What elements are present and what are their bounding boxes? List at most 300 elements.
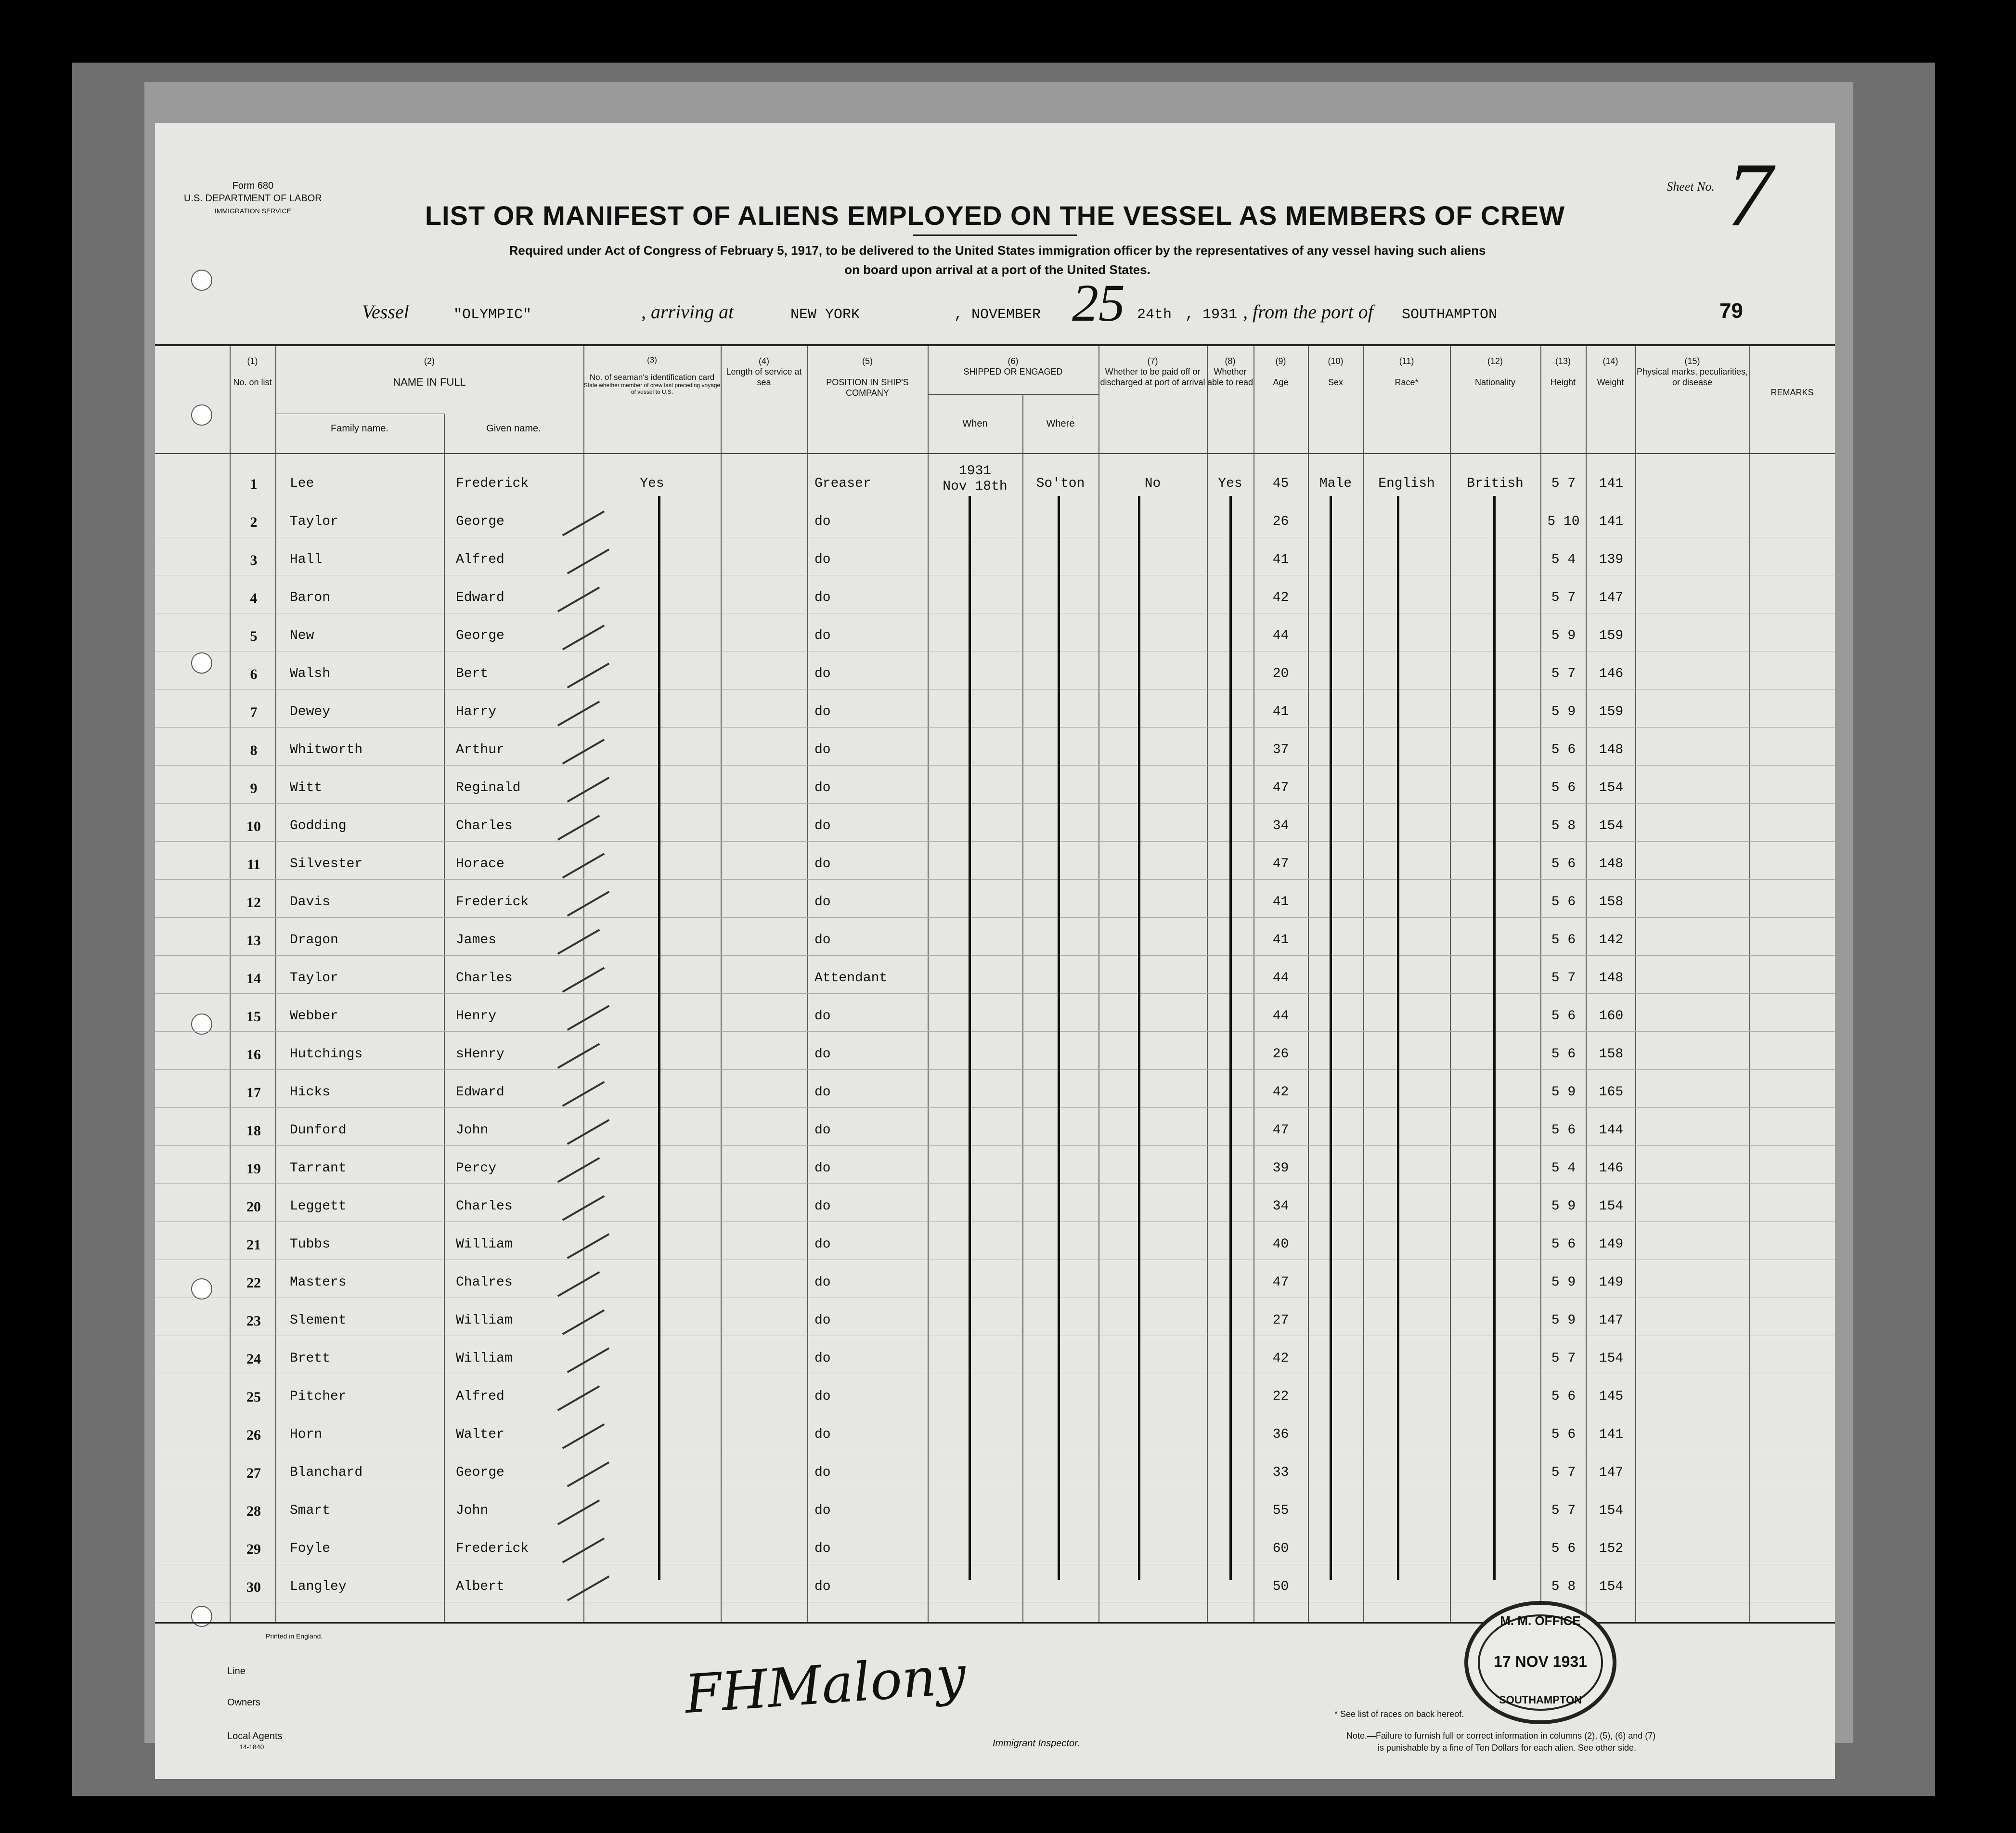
crew-family-name: Taylor	[290, 971, 338, 986]
crew-age: 45	[1272, 476, 1289, 491]
vessel-label: Vessel	[362, 301, 409, 323]
crew-height: 5 8	[1551, 1579, 1576, 1594]
crew-age: 50	[1272, 1579, 1289, 1594]
crew-age: 47	[1272, 1275, 1289, 1290]
crew-weight: 141	[1599, 476, 1624, 491]
crew-age: 42	[1272, 1085, 1289, 1100]
crew-height: 5 8	[1551, 819, 1576, 833]
crew-height: 5 6	[1551, 933, 1576, 948]
crew-position: do	[814, 1123, 831, 1138]
crew-row-number: 8	[250, 742, 258, 758]
ditto-stroke	[658, 496, 660, 1580]
crew-height: 5 6	[1551, 1047, 1576, 1062]
crew-weight: 141	[1599, 514, 1624, 529]
crew-row-number: 19	[246, 1161, 261, 1177]
crew-height: 5 6	[1551, 1009, 1576, 1024]
crew-row-number: 27	[246, 1465, 261, 1481]
crew-weight: 148	[1599, 742, 1624, 757]
crew-age: 36	[1272, 1427, 1289, 1442]
crew-position: do	[814, 1009, 831, 1024]
row-rule	[155, 727, 1835, 728]
crew-family-name: Leggett	[290, 1199, 347, 1214]
crew-position: do	[814, 1047, 831, 1062]
crew-row-number: 1	[250, 476, 258, 492]
crew-row-number: 29	[246, 1541, 261, 1557]
crew-family-name: Tarrant	[290, 1161, 347, 1176]
printed-in-note: Printed in England.	[266, 1632, 323, 1640]
crew-height: 5 7	[1551, 666, 1576, 681]
crew-family-name: Hicks	[290, 1085, 331, 1100]
col-12-header: (12) Nationality	[1474, 356, 1516, 387]
crew-position: do	[814, 742, 831, 757]
local-agents-code: 14-1840	[239, 1743, 264, 1751]
crew-family-name: Whitworth	[290, 742, 363, 757]
row-rule	[155, 1107, 1835, 1108]
page-number: 79	[1719, 299, 1743, 323]
crew-given-name: George	[456, 1465, 504, 1480]
row-rule	[155, 1145, 1835, 1146]
crew-position: do	[814, 704, 831, 719]
crew-height: 5 9	[1551, 1275, 1576, 1290]
manifest-page	[155, 123, 1835, 1779]
crew-position: do	[814, 514, 831, 529]
ditto-stroke	[1138, 496, 1140, 1580]
row1-preceding-voyage: Yes	[640, 476, 664, 491]
crew-height: 5 6	[1551, 742, 1576, 757]
penalty-note-1: Note.—Failure to furnish full or correct information in columns (2), (5), (6) and (7)	[1346, 1731, 1656, 1741]
crew-age: 40	[1272, 1237, 1289, 1252]
crew-given-name: George	[456, 514, 504, 529]
ditto-stroke	[969, 496, 971, 1580]
crew-family-name: Witt	[290, 780, 323, 795]
col-11-header: (11) Race*	[1395, 356, 1419, 387]
crew-weight: 139	[1599, 552, 1624, 567]
crew-height: 5 6	[1551, 1123, 1576, 1138]
crew-family-name: Pitcher	[290, 1389, 347, 1404]
crew-age: 44	[1272, 628, 1289, 643]
crew-given-name: Charles	[456, 819, 513, 833]
crew-weight: 147	[1599, 1465, 1624, 1480]
crew-family-name: Dunford	[290, 1123, 347, 1138]
crew-given-name: John	[456, 1503, 489, 1518]
crew-given-name: Chalres	[456, 1275, 513, 1290]
crew-position: do	[814, 1503, 831, 1518]
crew-weight: 146	[1599, 666, 1624, 681]
manifest-subtitle	[348, 241, 1647, 279]
crew-age: 41	[1272, 552, 1289, 567]
crew-row-number: 14	[246, 971, 261, 987]
line-label: Line	[227, 1666, 246, 1677]
crew-given-name: Bert	[456, 666, 489, 681]
crew-position: do	[814, 1161, 831, 1176]
crew-family-name: Davis	[290, 895, 331, 910]
crew-weight: 147	[1599, 1313, 1624, 1328]
crew-given-name: Percy	[456, 1161, 497, 1176]
crew-height: 5 9	[1551, 1313, 1576, 1328]
stamp-office: M. M. OFFICE	[1500, 1613, 1581, 1628]
ditto-stroke	[1330, 496, 1332, 1580]
ditto-stroke	[1058, 496, 1060, 1580]
crew-given-name: Reginald	[456, 780, 521, 795]
crew-given-name: John	[456, 1123, 489, 1138]
crew-age: 34	[1272, 819, 1289, 833]
crew-age: 34	[1272, 1199, 1289, 1214]
crew-height: 5 9	[1551, 1085, 1576, 1100]
vessel-name: "OLYMPIC"	[453, 307, 532, 323]
col-2-header: (2) NAME IN FULL	[393, 356, 466, 388]
crew-height: 5 7	[1551, 1351, 1576, 1366]
crew-age: 33	[1272, 1465, 1289, 1480]
crew-weight: 154	[1599, 780, 1624, 795]
crew-row-number: 10	[246, 819, 261, 834]
crew-family-name: Tubbs	[290, 1237, 331, 1252]
form-number: Form 680	[232, 181, 274, 191]
row1-able-to-read: Yes	[1218, 476, 1242, 491]
stamp-date: 17 NOV 1931	[1494, 1653, 1587, 1670]
crew-family-name: Foyle	[290, 1541, 331, 1556]
crew-row-number: 7	[250, 704, 258, 720]
crew-given-name: Arthur	[456, 742, 504, 757]
crew-row-number: 3	[250, 552, 258, 568]
crew-position: do	[814, 666, 831, 681]
crew-height: 5 10	[1547, 514, 1580, 529]
crew-age: 39	[1272, 1161, 1289, 1176]
arriving-label: , arriving at	[641, 301, 734, 323]
owners-label: Owners	[227, 1697, 260, 1708]
crew-row-number: 20	[246, 1199, 261, 1215]
crew-row-number: 15	[246, 1009, 261, 1025]
crew-given-name: George	[456, 628, 504, 643]
crew-age: 41	[1272, 933, 1289, 948]
crew-row-number: 26	[246, 1427, 261, 1443]
col-3-header: (3) No. of seaman's identification card State whether member of crew last preceding voyage of vessel to U.S.	[583, 355, 721, 395]
crew-given-name: William	[456, 1313, 513, 1328]
col-15-header: (15) Physical marks, peculiarities, or disease	[1636, 356, 1748, 387]
crew-given-name: Edward	[456, 590, 504, 605]
crew-height: 5 7	[1551, 476, 1576, 491]
crew-row-number: 6	[250, 666, 258, 682]
crew-position: do	[814, 1199, 831, 1214]
crew-family-name: Walsh	[290, 666, 331, 681]
row1-shipped-where: So'ton	[1036, 476, 1085, 491]
crew-age: 44	[1272, 971, 1289, 986]
row-rule	[155, 917, 1835, 918]
crew-family-name: Dragon	[290, 933, 338, 948]
crew-weight: 144	[1599, 1123, 1624, 1138]
crew-row-number: 25	[246, 1389, 261, 1405]
crew-family-name: New	[290, 628, 314, 643]
crew-row-number: 28	[246, 1503, 261, 1519]
manifest-title: LIST OR MANIFEST OF ALIENS EMPLOYED ON THE VESSEL AS MEMBERS OF CREW	[425, 200, 1565, 231]
crew-given-name: Charles	[456, 971, 513, 986]
ditto-stroke	[1229, 496, 1232, 1580]
inspector-signature: FHMalony	[683, 1644, 968, 1726]
crew-height: 5 7	[1551, 590, 1576, 605]
header-divider	[155, 453, 1835, 454]
row-rule	[155, 841, 1835, 842]
crew-weight: 145	[1599, 1389, 1624, 1404]
crew-weight: 146	[1599, 1161, 1624, 1176]
row-rule	[155, 993, 1835, 994]
crew-given-name: Walter	[456, 1427, 504, 1442]
crew-family-name: Langley	[290, 1579, 347, 1594]
crew-position: do	[814, 1275, 831, 1290]
crew-position: do	[814, 1237, 831, 1252]
row1-race: English	[1378, 476, 1435, 491]
crew-age: 27	[1272, 1313, 1289, 1328]
crew-family-name: Masters	[290, 1275, 347, 1290]
crew-height: 5 6	[1551, 1427, 1576, 1442]
crew-height: 5 6	[1551, 1541, 1576, 1556]
crew-family-name: Hutchings	[290, 1047, 363, 1062]
binding-hole	[191, 270, 212, 291]
crew-weight: 160	[1599, 1009, 1624, 1024]
crew-given-name: William	[456, 1351, 513, 1366]
crew-given-name: Albert	[456, 1579, 504, 1594]
crew-weight: 149	[1599, 1275, 1624, 1290]
row-rule	[155, 955, 1835, 956]
crew-position: do	[814, 1313, 831, 1328]
crew-weight: 154	[1599, 1351, 1624, 1366]
crew-weight: 148	[1599, 971, 1624, 986]
crew-age: 55	[1272, 1503, 1289, 1518]
crew-given-name: Charles	[456, 1199, 513, 1214]
crew-weight: 147	[1599, 590, 1624, 605]
crew-position: do	[814, 1085, 831, 1100]
crew-given-name: Alfred	[456, 552, 504, 567]
crew-given-name: Horace	[456, 857, 504, 871]
crew-age: 41	[1272, 704, 1289, 719]
row1-sex: Male	[1319, 476, 1352, 491]
stamp-location: SOUTHAMPTON	[1499, 1694, 1582, 1706]
crew-weight: 158	[1599, 1047, 1624, 1062]
row-rule	[155, 765, 1835, 766]
crew-weight: 158	[1599, 895, 1624, 910]
arrival-year: , 1931	[1185, 307, 1238, 323]
row-rule	[155, 1183, 1835, 1184]
departure-port: SOUTHAMPTON	[1402, 307, 1498, 323]
crew-weight: 159	[1599, 704, 1624, 719]
crew-age: 37	[1272, 742, 1289, 757]
row1-paid-off: No	[1144, 476, 1161, 491]
crew-row-number: 24	[246, 1351, 261, 1367]
crew-position: do	[814, 552, 831, 567]
inspector-label: Immigrant Inspector.	[993, 1738, 1080, 1749]
crew-row-number: 18	[246, 1123, 261, 1139]
crew-age: 26	[1272, 514, 1289, 529]
crew-family-name: Silvester	[290, 857, 363, 871]
crew-row-number: 5	[250, 628, 258, 644]
sheet-number: 7	[1727, 144, 1772, 246]
arrival-day-handwritten: 25	[1072, 273, 1125, 332]
crew-row-number: 21	[246, 1237, 261, 1253]
crew-height: 5 9	[1551, 1199, 1576, 1214]
crew-weight: 141	[1599, 1427, 1624, 1442]
crew-row-number: 16	[246, 1047, 261, 1063]
crew-height: 5 7	[1551, 1503, 1576, 1518]
crew-given-name: Frederick	[456, 476, 529, 491]
crew-position: do	[814, 1465, 831, 1480]
crew-family-name: Dewey	[290, 704, 331, 719]
crew-height: 5 7	[1551, 1465, 1576, 1480]
crew-row-number: 22	[246, 1275, 261, 1291]
crew-weight: 149	[1599, 1237, 1624, 1252]
crew-given-name: Frederick	[456, 1541, 529, 1556]
col-4-header: (4) Length of service at sea	[726, 356, 802, 387]
arrival-day-typed: 24th	[1137, 307, 1172, 323]
crew-family-name: Horn	[290, 1427, 323, 1442]
row-rule	[155, 803, 1835, 804]
row-rule	[155, 1031, 1835, 1032]
col-8-header: (8) Whether able to read	[1207, 356, 1254, 387]
crew-given-name: William	[456, 1237, 513, 1252]
department-name: U.S. DEPARTMENT OF LABOR	[184, 193, 322, 204]
crew-given-name: Harry	[456, 704, 497, 719]
col-5-header: (5) POSITION IN SHIP'S COMPANY	[826, 356, 909, 398]
row-rule	[155, 1069, 1835, 1070]
crew-position: do	[814, 1579, 831, 1594]
crew-position: do	[814, 819, 831, 833]
col-10-header: (10) Sex	[1328, 356, 1344, 387]
race-note: * See list of races on back hereof.	[1334, 1709, 1464, 1719]
crew-weight: 154	[1599, 1579, 1624, 1594]
crew-given-name: Alfred	[456, 1389, 504, 1404]
penalty-note-2: is punishable by a fine of Ten Dollars for each alien. See other side.	[1378, 1743, 1636, 1753]
crew-age: 42	[1272, 1351, 1289, 1366]
crew-family-name: Hall	[290, 552, 323, 567]
crew-family-name: Webber	[290, 1009, 338, 1024]
crew-row-number: 13	[246, 933, 261, 949]
where-header: Where	[1046, 418, 1075, 429]
col-7-header: (7) Whether to be paid off or discharged at port of arrival	[1100, 356, 1205, 387]
crew-family-name: Slement	[290, 1313, 347, 1328]
crew-age: 26	[1272, 1047, 1289, 1062]
crew-row-number: 11	[246, 857, 261, 872]
crew-weight: 159	[1599, 628, 1624, 643]
crew-weight: 152	[1599, 1541, 1624, 1556]
title-rule	[913, 234, 1077, 236]
crew-family-name: Blanchard	[290, 1465, 363, 1480]
crew-family-name: Smart	[290, 1503, 331, 1518]
crew-height: 5 4	[1551, 552, 1576, 567]
crew-age: 47	[1272, 1123, 1289, 1138]
crew-family-name: Brett	[290, 1351, 331, 1366]
col-14-header: (14) Weight	[1597, 356, 1624, 387]
crew-age: 47	[1272, 780, 1289, 795]
arrival-month: , NOVEMBER	[954, 307, 1041, 323]
crew-given-name: Edward	[456, 1085, 504, 1100]
crew-age: 60	[1272, 1541, 1289, 1556]
crew-position: Greaser	[814, 476, 871, 491]
crew-position: do	[814, 1427, 831, 1442]
crew-position: do	[814, 1389, 831, 1404]
crew-given-name: James	[456, 933, 497, 948]
crew-family-name: Godding	[290, 819, 347, 833]
crew-height: 5 4	[1551, 1161, 1576, 1176]
crew-row-number: 17	[246, 1085, 261, 1101]
crew-row-number: 2	[250, 514, 258, 530]
crew-position: do	[814, 1541, 831, 1556]
crew-height: 5 6	[1551, 1389, 1576, 1404]
arrival-port: NEW YORK	[790, 307, 860, 323]
crew-family-name: Taylor	[290, 514, 338, 529]
given-name-header: Given name.	[486, 423, 541, 434]
crew-weight: 142	[1599, 933, 1624, 948]
crew-weight: 148	[1599, 857, 1624, 871]
family-name-header: Family name.	[330, 423, 389, 434]
col-9-header: (9) Age	[1273, 356, 1289, 387]
row-rule	[155, 879, 1835, 880]
crew-weight: 154	[1599, 819, 1624, 833]
col-1-header: (1) No. on list	[233, 356, 272, 387]
crew-age: 20	[1272, 666, 1289, 681]
crew-row-number: 4	[250, 590, 258, 606]
voyage-line	[155, 273, 1835, 332]
crew-height: 5 9	[1551, 704, 1576, 719]
crew-position: do	[814, 1351, 831, 1366]
sheet-label: Sheet No.	[1667, 180, 1715, 194]
crew-given-name: Henry	[456, 1009, 497, 1024]
crew-height: 5 6	[1551, 1237, 1576, 1252]
crew-height: 5 7	[1551, 971, 1576, 986]
crew-weight: 165	[1599, 1085, 1624, 1100]
crew-row-number: 23	[246, 1313, 261, 1329]
crew-height: 5 9	[1551, 628, 1576, 643]
crew-age: 44	[1272, 1009, 1289, 1024]
crew-position: do	[814, 780, 831, 795]
when-header: When	[962, 418, 988, 429]
service-name: IMMIGRATION SERVICE	[214, 207, 291, 215]
crew-row-number: 30	[246, 1579, 261, 1595]
crew-position: do	[814, 857, 831, 871]
subtitle-line-1: Required under Act of Congress of February 5, 1917, to be delivered to the United States immigration officer by the representatives of any vessel having such aliens	[509, 243, 1486, 258]
crew-age: 42	[1272, 590, 1289, 605]
crew-position: do	[814, 895, 831, 910]
crew-age: 41	[1272, 895, 1289, 910]
crew-height: 5 6	[1551, 780, 1576, 795]
crew-height: 5 6	[1551, 857, 1576, 871]
crew-age: 47	[1272, 857, 1289, 871]
crew-row-number: 12	[246, 895, 261, 910]
crew-position: do	[814, 590, 831, 605]
col-13-header: (13) Height	[1550, 356, 1576, 387]
from-port-label: , from the port of	[1243, 301, 1373, 323]
remarks-header: REMARKS	[1770, 388, 1814, 397]
row1-nationality: British	[1467, 476, 1524, 491]
row1-shipped-date: Nov 18th	[943, 479, 1008, 494]
crew-given-name: Frederick	[456, 895, 529, 910]
crew-row-number: 9	[250, 780, 258, 796]
crew-family-name: Baron	[290, 590, 331, 605]
crew-position: Attendant	[814, 971, 888, 986]
crew-weight: 154	[1599, 1199, 1624, 1214]
subtitle-line-2: on board upon arrival at a port of the United States.	[844, 262, 1150, 277]
crew-family-name: Lee	[290, 476, 314, 491]
col-6-header: (6) SHIPPED OR ENGAGED	[963, 356, 1063, 377]
crew-given-name: sHenry	[456, 1047, 504, 1062]
ditto-stroke	[1493, 496, 1496, 1580]
crew-table	[155, 344, 1835, 1624]
ditto-stroke	[1397, 496, 1399, 1580]
crew-age: 22	[1272, 1389, 1289, 1404]
local-agents-label: Local Agents	[227, 1731, 283, 1742]
crew-height: 5 6	[1551, 895, 1576, 910]
office-stamp	[1464, 1601, 1616, 1724]
crew-position: do	[814, 628, 831, 643]
crew-position: do	[814, 933, 831, 948]
row1-shipped-year: 1931	[958, 464, 992, 479]
crew-weight: 154	[1599, 1503, 1624, 1518]
